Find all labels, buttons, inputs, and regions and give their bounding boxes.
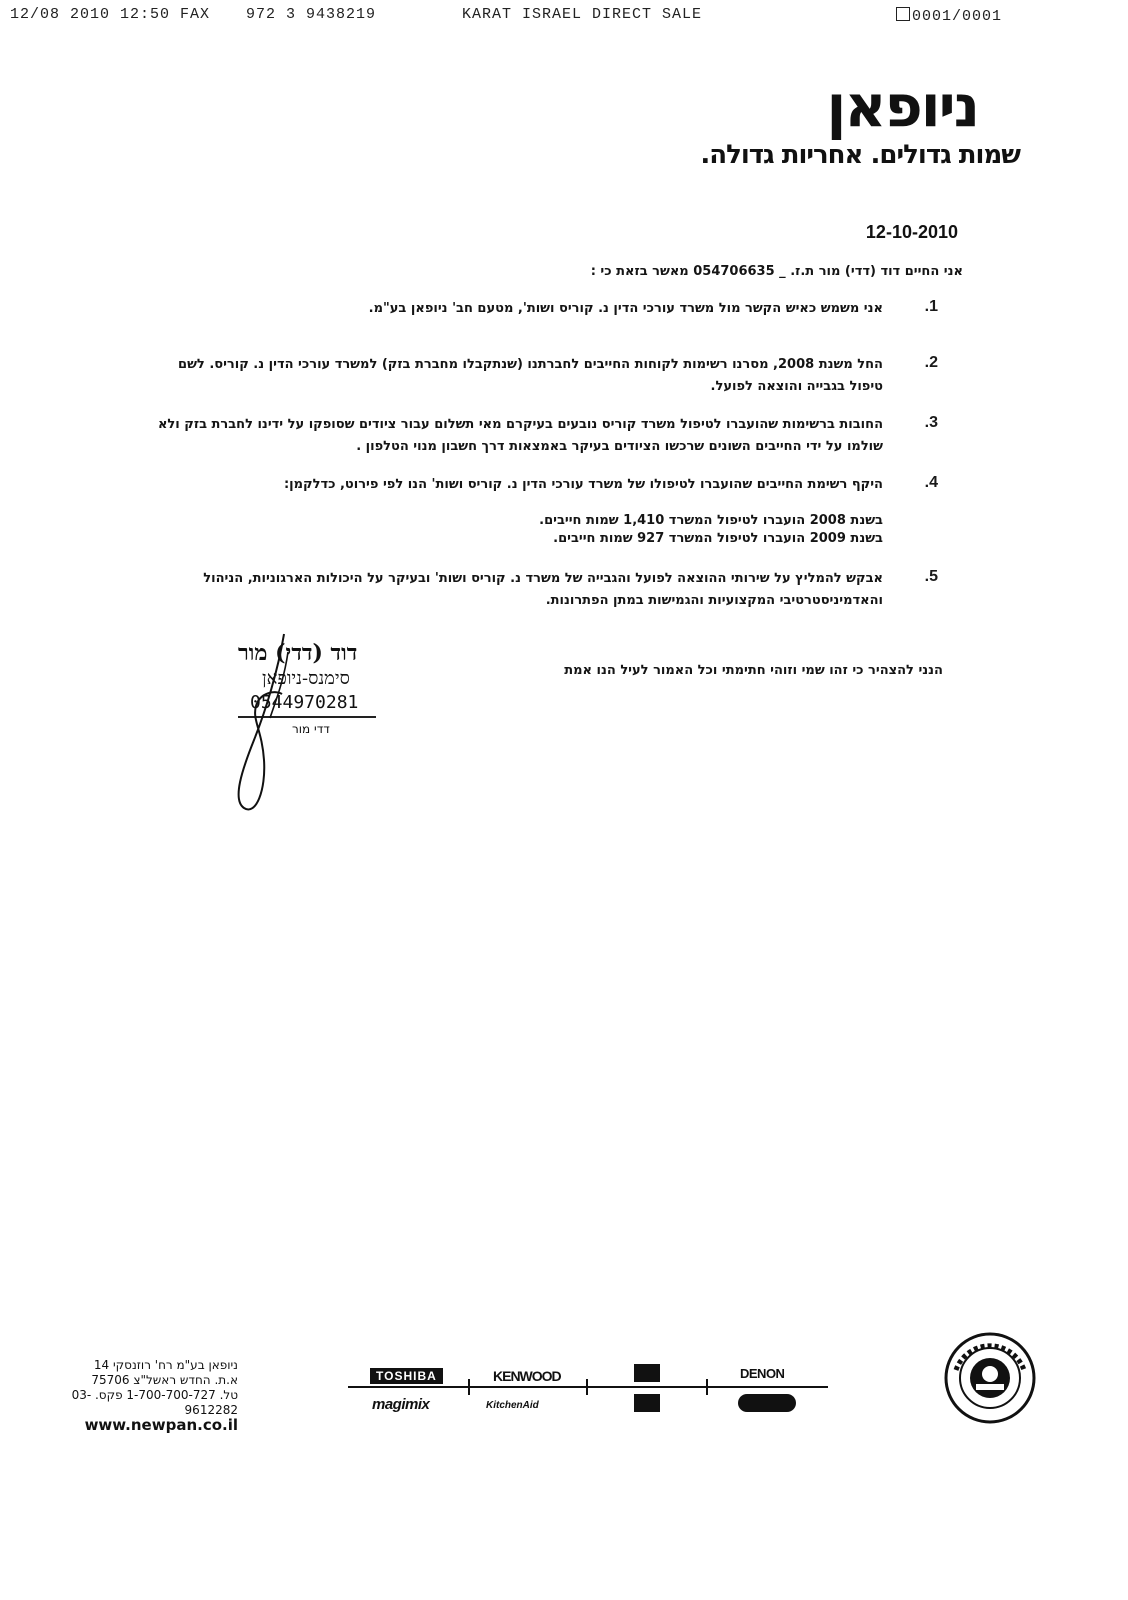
handwritten-signature	[226, 630, 306, 820]
company-logo: ניופאן	[826, 72, 978, 140]
quality-seal-icon	[942, 1330, 1038, 1426]
item-text: היקף רשימת החייבים שהועברו לטיפולו של משרד עורכי הדין נ. קוריס ושות' הנו לפי פירוט, כדלקמן:	[283, 477, 883, 492]
company-website: www.newpan.co.il	[84, 1416, 238, 1434]
fax-sender: KARAT ISRAEL DIRECT SALE	[462, 6, 703, 23]
brand-logo-block	[634, 1364, 660, 1382]
company-address	[36, 1358, 238, 1433]
address-line: טל. 1-700-700-727 פקס. 03-9612282	[71, 1388, 238, 1417]
item-number: .4	[924, 474, 938, 491]
brand-toshiba: TOSHIBA	[370, 1368, 443, 1384]
brand-logo-pill	[738, 1394, 796, 1412]
brand-magimix: magimix	[372, 1396, 430, 1413]
signature-stamp-company: סימנס-ניופאן	[262, 668, 350, 689]
company-slogan: שמות גדולים. אחריות גדולה.	[700, 140, 1020, 170]
signature-stamp-name: דוד (דדי) מור	[238, 640, 358, 666]
fax-page-icon	[896, 7, 910, 21]
brand-divider-line	[348, 1386, 828, 1388]
fax-number: 972 3 9438219	[246, 6, 377, 23]
brand-divider-tick	[706, 1379, 708, 1395]
address-line: ניופאן בע"מ רח' רוזנסקי 14	[93, 1358, 238, 1372]
item-number: .3	[924, 414, 938, 431]
brand-divider-tick	[468, 1379, 470, 1395]
item-number: .1	[924, 298, 938, 315]
brand-logo-block	[634, 1394, 660, 1412]
brand-denon: DENON	[740, 1366, 785, 1381]
fax-page-count: 0001/0001	[912, 8, 1003, 25]
fax-datetime: 12/08 2010 12:50 FAX	[10, 6, 211, 23]
brand-kitchenaid: KitchenAid	[486, 1400, 539, 1411]
item-text: החל משנת 2008, מסרנו רשימות לקוחות החייבים לחברתנו (שנתקבלו מחברת בזק) למשרד עורכי הדין נ. קוריס. לשם טיפול בגבייה והוצאה לפועל.	[178, 357, 883, 394]
item4-detail-2008: בשנת 2008 הועברו לטיפול המשרד 1,410 שמות חייבים.	[539, 513, 883, 528]
brand-kenwood: KENWOOD	[493, 1368, 561, 1384]
fax-page-indicator	[896, 6, 1002, 25]
item4-detail-2009: בשנת 2009 הועברו לטיפול המשרד 927 שמות חייבים.	[553, 531, 883, 546]
signature-caption: דדי מור	[292, 722, 330, 736]
letter-intro: אני החיים דוד (דדי) מור ת.ז. _ 054706635 מאשר בזאת כי :	[590, 264, 963, 279]
item-number: .5	[924, 568, 938, 585]
address-line: א.ת. החדש ראשל"צ 75706	[91, 1373, 238, 1387]
item-text: החובות ברשימות שהועברו לטיפול משרד קוריס נובעים בעיקרם מאי תשלום עבור ציודים שסופקו על ידינו לחברת בזק ולא שולמו על ידי החייבים השונים שרכשו הציודים בעיקר באמצאות דרך חשבון מנוי הטלפון .	[157, 417, 883, 454]
item-text: אבקש להמליץ על שירותי ההוצאה לפועל והגבייה של משרד נ. קוריס ושות' ובעיקר על היכולות הארגוניות, הניהול והאדמיניסטרטיבי המקצועיות והגמישות במתן הפתרונות.	[203, 571, 883, 608]
letter-date: 12-10-2010	[865, 222, 958, 242]
item-number: .2	[924, 354, 938, 371]
item-text: אני משמש כאיש הקשר מול משרד עורכי הדין נ. קוריס ושות', מטעם חב' ניופאן בע"מ.	[368, 301, 883, 316]
brand-logos-strip	[348, 1360, 828, 1420]
declaration-text: הנני להצהיר כי זהו שמי וזוהי חתימתי וכל האמור לעיל הנו אמת	[564, 663, 943, 678]
brand-divider-tick	[586, 1379, 588, 1395]
signature-stamp-phone: 0544970281	[250, 692, 359, 713]
